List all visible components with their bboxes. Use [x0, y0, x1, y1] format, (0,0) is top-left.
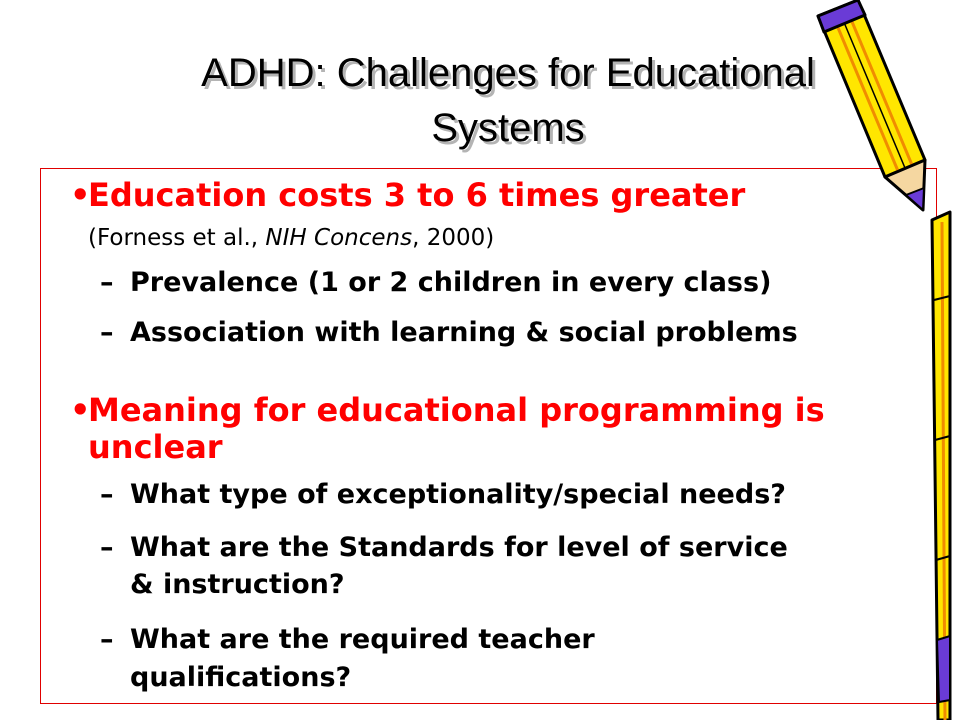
sub-bullet-dash: – [100, 479, 114, 510]
sub-bullet-1-1: Prevalence (1 or 2 children in every class) [130, 267, 772, 298]
sub-bullet-2-2-line-2: & instruction? [130, 569, 345, 600]
sub-bullet-2-3-line-2: qualifications? [130, 662, 352, 693]
sub-bullet-dash: – [100, 317, 114, 348]
bullet-glyph: • [70, 176, 91, 214]
sub-bullet-2-3-line-1: What are the required teacher [130, 624, 595, 655]
slide-title-line-1: ADHD: Challenges for Educational [201, 51, 815, 95]
bullet-1-citation [88, 224, 494, 252]
citation-journal: NIH Concens [265, 225, 413, 251]
citation-authors: (Forness et al., [88, 225, 266, 251]
sub-bullet-dash: – [100, 624, 114, 655]
sub-bullet-dash: – [100, 532, 114, 563]
sub-bullet-dash: – [100, 267, 114, 298]
slide-title-line-2: Systems [431, 106, 585, 150]
sub-bullet-1-2: Association with learning & social problems [130, 317, 798, 348]
sub-bullet-2-2-line-1: What are the Standards for level of service [130, 532, 788, 563]
sub-bullet-2-1: What type of exceptionality/special needs? [130, 479, 786, 510]
bullet-2-text-line-2: unclear [88, 428, 223, 466]
bullet-2-text-line-1: Meaning for educational programming is [88, 391, 825, 429]
citation-year: , 2000) [412, 225, 495, 251]
bullet-glyph: • [70, 391, 91, 429]
bullet-1-text: Education costs 3 to 6 times greater [88, 176, 746, 214]
